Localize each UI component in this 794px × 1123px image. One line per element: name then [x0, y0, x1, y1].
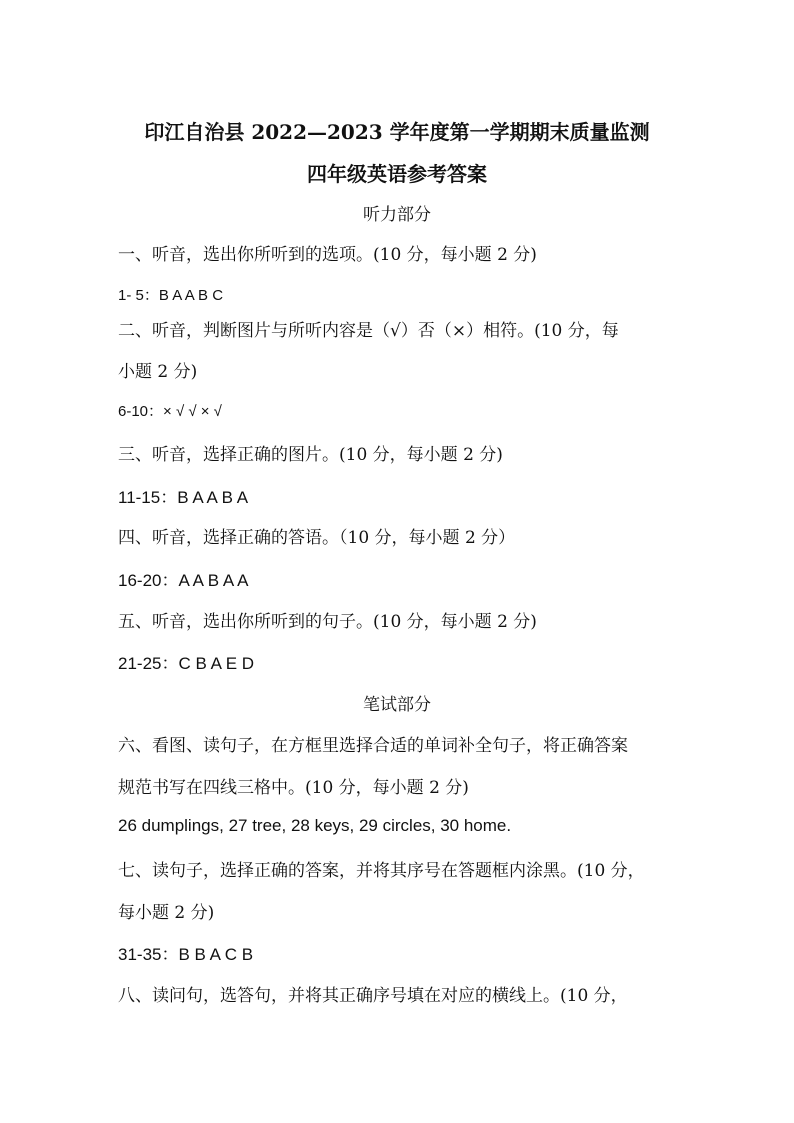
question-6-line-1: 六、看图、读句子，在方框里选择合适的单词补全句子，将正确答案	[118, 736, 628, 756]
answer-5: 21-25：C B A E D	[118, 654, 255, 673]
question-1: 一、听音，选出你所听到的选项。(10 分，每小题 2 分)	[118, 245, 537, 265]
page-title: 印江自治县 2022—2023 学年度第一学期期末质量监测	[144, 120, 650, 144]
question-4: 四、听音，选择正确的答语。（10 分，每小题 2 分）	[118, 528, 516, 548]
answer-7: 31-35：B B A C B	[118, 945, 254, 964]
question-5: 五、听音，选出你所听到的句子。(10 分，每小题 2 分)	[118, 612, 537, 632]
question-2-line-1: 二、听音，判断图片与所听内容是（√）否（×）相符。(10 分，每	[118, 321, 619, 341]
question-7-line-1: 七、读句子，选择正确的答案，并将其序号在答题框内涂黑。(10 分，	[118, 861, 645, 881]
question-7-line-2: 每小题 2 分)	[118, 903, 215, 923]
question-3: 三、听音，选择正确的图片。(10 分，每小题 2 分)	[118, 445, 503, 465]
answer-3: 11-15：B A A B A	[118, 488, 249, 507]
answer-6: 26 dumplings, 27 tree, 28 keys, 29 circles, 30 home.	[118, 816, 512, 835]
question-8-line-1: 八、读问句，选答句，并将其正确序号填在对应的横线上。(10 分，	[118, 986, 628, 1006]
answer-4: 16-20：A A B A A	[118, 571, 249, 590]
answer-2: 6-10：× √ √ × √	[118, 403, 222, 420]
page-subtitle: 四年级英语参考答案	[307, 162, 487, 186]
question-6-line-2: 规范书写在四线三格中。(10 分，每小题 2 分)	[118, 778, 469, 798]
question-2-line-2: 小题 2 分)	[118, 362, 198, 382]
section-heading-listening: 听力部分	[363, 205, 431, 225]
section-heading-writing: 笔试部分	[363, 695, 431, 715]
answer-1: 1- 5：B A A B C	[118, 287, 224, 304]
